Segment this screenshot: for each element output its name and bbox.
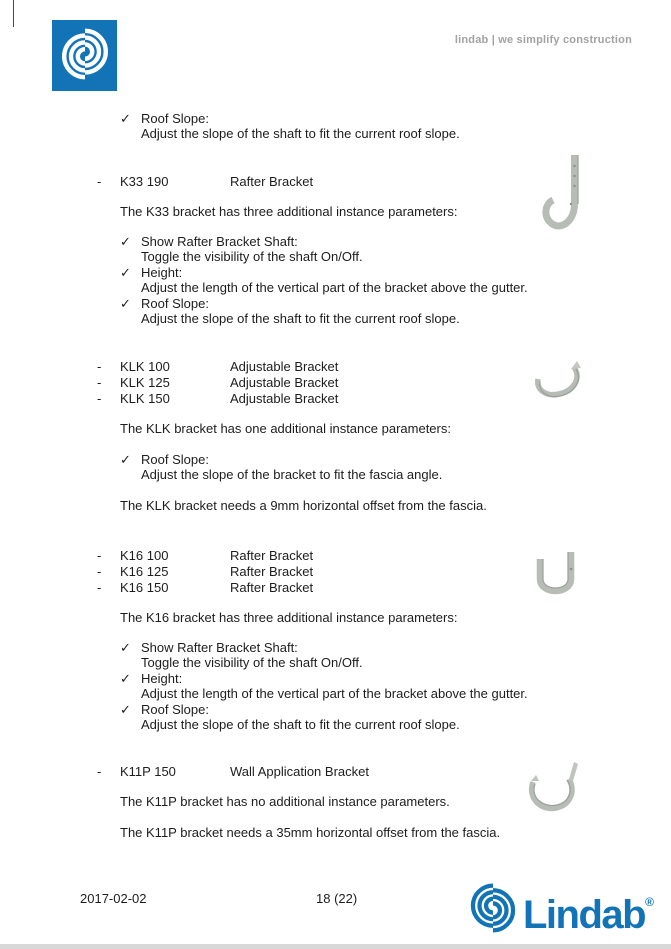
param-label-line (120, 452, 442, 467)
dash-bullet: - (97, 174, 102, 189)
check-icon: ✓ (120, 640, 131, 655)
param-label-line (120, 234, 528, 249)
check-icon: ✓ (120, 670, 131, 686)
k33-product-list (97, 174, 313, 190)
lindab-rings-icon (57, 24, 113, 88)
product-code: K16 150 (120, 579, 169, 595)
lindab-wordmark (523, 875, 654, 942)
dash-bullet: - (97, 563, 102, 579)
param-desc: Adjust the slope of the shaft to fit the current roof slope. (141, 311, 460, 327)
klk-intro: The KLK bracket has one additional instance parameters: (120, 421, 451, 436)
dash-bullet: - (97, 764, 102, 779)
product-code: K11P 150 (120, 764, 176, 779)
check-icon: ✓ (120, 452, 131, 467)
check-icon: ✓ (120, 111, 131, 126)
param-label-line (120, 111, 460, 126)
param-label-line (120, 296, 528, 311)
k16-intro: The K16 bracket has three additional instance parameters: (120, 610, 458, 625)
check-icon: ✓ (120, 701, 131, 717)
product-code: KLK 150 (120, 390, 170, 406)
param-label: Height: (141, 264, 183, 280)
product-row (97, 375, 338, 391)
product-name: Wall Application Bracket (230, 764, 369, 779)
product-row (97, 174, 313, 190)
k11p-bracket-image (519, 757, 587, 822)
check-icon: ✓ (120, 295, 131, 311)
param-desc: Adjust the slope of the shaft to fit the current roof slope. (141, 717, 460, 733)
param-label: Height: (141, 670, 183, 686)
product-name: Adjustable Bracket (230, 390, 339, 406)
k16-product-list (97, 548, 313, 595)
product-name: Rafter Bracket (230, 548, 314, 563)
param-label: Show Rafter Bracket Shaft: (141, 234, 298, 249)
param-label: Roof Slope: (141, 111, 209, 126)
dash-bullet: - (97, 374, 102, 390)
param-desc: Adjust the length of the vertical part of the bracket above the gutter. (141, 686, 528, 702)
param-desc: Toggle the visibility of the shaft On/Off. (141, 655, 363, 671)
product-row (97, 548, 313, 564)
k33-bracket-image (538, 152, 588, 241)
footer-date: 2017-02-02 (80, 891, 147, 906)
k16-parameters (120, 640, 528, 732)
dash-bullet: - (97, 548, 102, 563)
param-label: Show Rafter Bracket Shaft: (141, 640, 298, 655)
k11p-note: The K11P bracket needs a 35mm horizontal offset from the fascia. (120, 825, 501, 840)
klk-note: The KLK bracket needs a 9mm horizontal offset from the fascia. (120, 498, 487, 513)
product-code: K33 190 (120, 174, 169, 189)
param-desc: Adjust the length of the vertical part of the bracket above the gutter. (141, 280, 528, 296)
param-desc: Adjust the slope of the bracket to fit the fascia angle. (141, 467, 443, 483)
param-desc: Adjust the slope of the shaft to fit the current roof slope. (141, 126, 460, 142)
product-row (97, 564, 313, 580)
product-code: K16 100 (120, 548, 169, 563)
product-name: Rafter Bracket (230, 579, 314, 595)
product-name: Rafter Bracket (230, 563, 314, 579)
lindab-footer-logo (466, 877, 654, 939)
param-label: Roof Slope: (141, 452, 209, 467)
product-row (97, 391, 338, 407)
product-row (97, 764, 369, 780)
k11p-product-list (97, 764, 369, 780)
param-label-line (120, 702, 528, 717)
dash-bullet: - (97, 390, 102, 406)
k33-parameters (120, 234, 528, 326)
product-name: Adjustable Bracket (230, 359, 339, 374)
param-label-line (120, 265, 528, 280)
product-code: KLK 100 (120, 359, 170, 374)
product-row (97, 580, 313, 596)
klk-product-list (97, 359, 338, 406)
brand-text: Lindab (523, 892, 646, 937)
param-label: Roof Slope: (141, 295, 209, 311)
dash-bullet: - (97, 359, 102, 374)
lindab-logo-square (52, 20, 117, 91)
page-bottom-edge (0, 944, 671, 949)
product-code: K16 125 (120, 563, 169, 579)
k16-bracket-image (529, 545, 582, 608)
param-label-line (120, 640, 528, 655)
check-icon: ✓ (120, 234, 131, 249)
klk-parameters (120, 452, 442, 483)
lead-parameter (120, 111, 460, 142)
product-name: Rafter Bracket (230, 174, 314, 189)
param-desc: Toggle the visibility of the shaft On/Off. (141, 249, 363, 265)
param-label-line (120, 671, 528, 686)
k11p-intro: The K11P bracket has no additional instance parameters. (120, 794, 450, 809)
header-tagline: lindab | we simplify construction (454, 34, 632, 46)
page-edge-mark (13, 0, 14, 27)
product-row (97, 359, 338, 375)
dash-bullet: - (97, 579, 102, 595)
check-icon: ✓ (120, 264, 131, 280)
lindab-rings-icon (466, 881, 520, 935)
product-name: Adjustable Bracket (230, 374, 339, 390)
product-code: KLK 125 (120, 374, 170, 390)
k33-intro: The K33 bracket has three additional instance parameters: (120, 204, 458, 219)
registered-mark: ® (645, 894, 654, 909)
klk-bracket-image (527, 359, 588, 412)
param-label: Roof Slope: (141, 701, 209, 717)
footer-page-number: 18 (22) (316, 891, 358, 906)
